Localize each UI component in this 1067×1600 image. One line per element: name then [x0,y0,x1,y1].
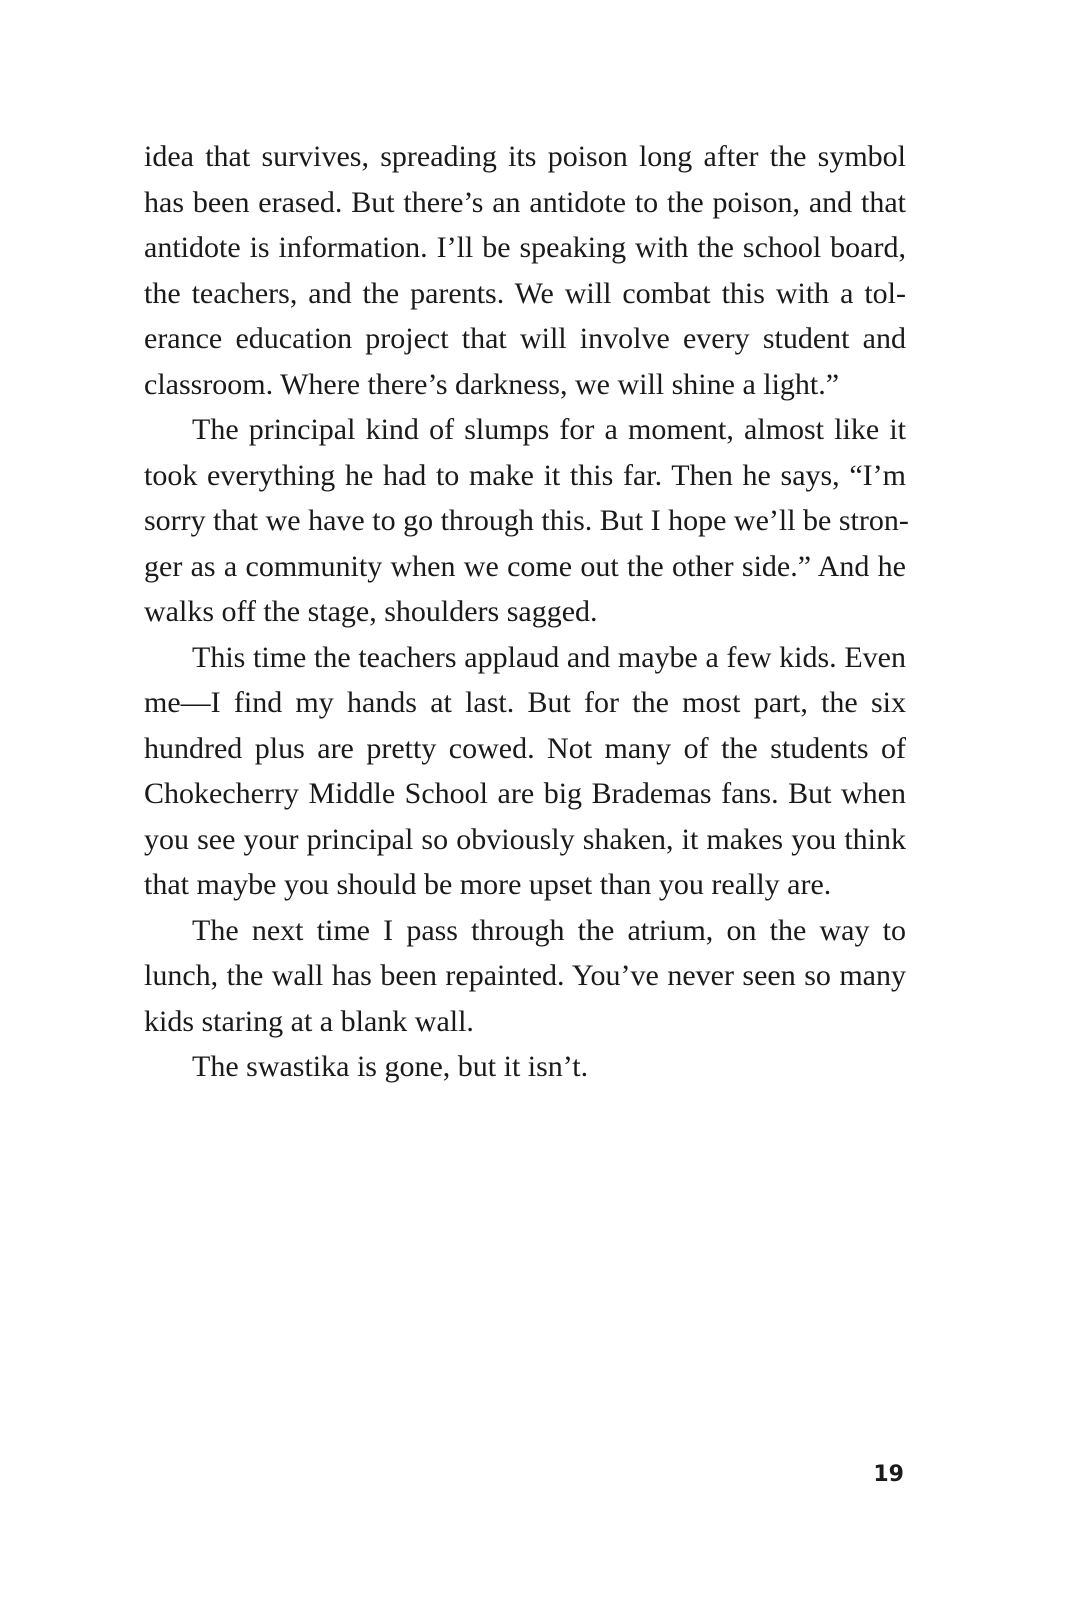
paragraph [144,1044,906,1090]
text-line: me—I find my hands at last. But for the most part, the six [144,686,906,719]
page-number: 19 [873,1462,904,1487]
text-line: hundred plus are pretty cowed. Not many of the students of [144,731,906,765]
text-line: idea that survives, spreading its poison long after the symbol [144,140,906,173]
text-line: that maybe you should be more upset than you really are. [144,868,832,901]
text-line: took everything he had to make it this far. Then he says, “I’m [144,458,906,492]
paragraph [144,635,906,908]
paragraph [144,134,906,407]
body-text [144,134,909,1090]
text-line: walks off the stage, shoulders sagged. [144,595,598,628]
paragraph [144,908,906,1045]
text-line: lunch, the wall has been repainted. You’ve never seen so many [144,959,906,992]
text-line: The next time I pass through the atrium, on the way to [192,913,906,947]
text-line: ger as a community when we come out the other side.” And he [144,549,906,583]
text-line: The principal kind of slumps for a moment, almost like it [192,413,906,446]
text-line: you see your principal so obviously shaken, it makes you think [144,822,906,856]
text-line: The swastika is gone, but it isn’t. [192,1050,589,1083]
text-line: Chokecherry Middle School are big Brademas fans. But when [144,777,906,810]
text-line: sorry that we have to go through this. But I hope we’ll be stron- [144,504,909,537]
text-line: antidote is information. I’ll be speaking with the school board, [144,231,906,264]
paragraph [144,407,909,635]
text-line: kids staring at a blank wall. [144,1004,474,1038]
text-line: has been erased. But there’s an antidote to the poison, and that [144,185,906,219]
text-line: This time the teachers applaud and maybe a few kids. Even [192,640,906,674]
text-line: erance education project that will involve every student and [144,322,906,355]
text-line: classroom. Where there’s darkness, we will shine a light.” [144,367,840,401]
text-line: the teachers, and the parents. We will combat this with a tol- [144,276,906,310]
